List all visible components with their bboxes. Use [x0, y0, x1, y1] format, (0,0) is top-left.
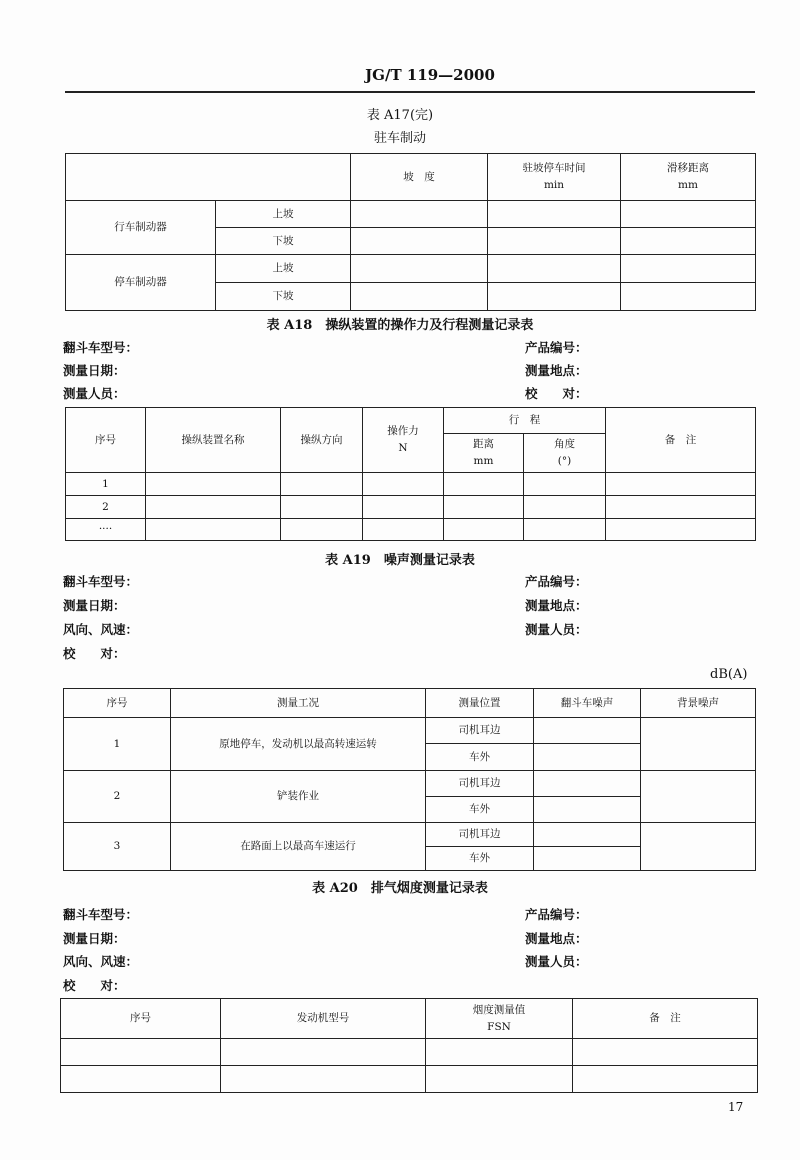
- col-force: 操作力 N: [363, 408, 444, 473]
- row-label: 下坡: [216, 228, 351, 255]
- col-position: 测量位置: [426, 689, 534, 718]
- header-rule: [65, 91, 755, 93]
- info-label: 风向、风速：: [63, 954, 139, 969]
- info-label: 测量人员：: [525, 954, 588, 969]
- col-note: 备 注: [606, 408, 756, 473]
- col-smoke: 烟度测量值 FSN: [426, 999, 573, 1039]
- unit-label: dB(A): [710, 667, 748, 682]
- info-label: 翻斗车型号：: [63, 907, 139, 922]
- group-label: 行车制动器: [66, 201, 216, 255]
- col-direction: 操纵方向: [281, 408, 363, 473]
- row-no: 2: [64, 771, 171, 823]
- row-label: 上坡: [216, 255, 351, 283]
- info-label: 产品编号：: [525, 340, 588, 355]
- info-label: 校 对：: [63, 646, 126, 661]
- col-slide: 滑移距离 mm: [621, 154, 756, 201]
- row-position: 司机耳边: [426, 718, 534, 744]
- col-angle: 角度 (°): [524, 434, 606, 473]
- col-note: 备 注: [573, 999, 758, 1039]
- row-position: 司机耳边: [426, 823, 534, 847]
- info-label: 测量地点：: [525, 598, 588, 613]
- info-label: 翻斗车型号：: [63, 340, 139, 355]
- info-label: 产品编号：: [525, 907, 588, 922]
- standard-number: JG/T 119—2000: [365, 66, 495, 84]
- col-name: 操纵装置名称: [146, 408, 281, 473]
- a17-caption: 表 A17(完): [366, 108, 434, 123]
- info-label: 测量日期：: [63, 363, 126, 378]
- info-label: 测量地点：: [525, 931, 588, 946]
- row-no: 1: [66, 473, 146, 496]
- info-label: 测量日期：: [63, 598, 126, 613]
- col-truck-noise: 翻斗车噪声: [534, 689, 641, 718]
- row-label: 下坡: [216, 283, 351, 311]
- row-position: 司机耳边: [426, 771, 534, 797]
- info-label: 校 对：: [525, 386, 588, 401]
- info-label: 校 对：: [63, 978, 126, 993]
- col-travel: 行 程: [444, 408, 606, 434]
- row-position: 车外: [426, 744, 534, 771]
- table-a20: [60, 998, 758, 1093]
- row-position: 车外: [426, 847, 534, 871]
- table-a19: [63, 688, 756, 871]
- row-no: 1: [64, 718, 171, 771]
- group-label: 停车制动器: [66, 255, 216, 311]
- col-engine: 发动机型号: [221, 999, 426, 1039]
- col-no: 序号: [66, 408, 146, 473]
- table-a17: [65, 153, 756, 311]
- col-condition: 测量工况: [171, 689, 426, 718]
- info-label: 测量地点：: [525, 363, 588, 378]
- col-time: 驻坡停车时间 min: [488, 154, 621, 201]
- info-label: 风向、风速：: [63, 622, 139, 637]
- row-no: 2: [66, 496, 146, 519]
- row-condition: 在路面上以最高车速运行: [171, 823, 426, 871]
- info-label: 产品编号：: [525, 574, 588, 589]
- table-a18: [65, 407, 756, 541]
- row-condition: 原地停车，发动机以最高转速运转: [171, 718, 426, 771]
- info-label: 测量日期：: [63, 931, 126, 946]
- a17-subtitle: 驻车制动: [373, 131, 426, 146]
- info-label: 翻斗车型号：: [63, 574, 139, 589]
- row-no: 3: [64, 823, 171, 871]
- row-label: 上坡: [216, 201, 351, 228]
- row-no: ····: [66, 519, 146, 541]
- col-background-noise: 背景噪声: [641, 689, 756, 718]
- a20-caption: 表 A20 排气烟度测量记录表: [312, 881, 488, 896]
- a18-caption: 表 A18 操纵装置的操作力及行程测量记录表: [266, 318, 534, 333]
- a19-caption: 表 A19 噪声测量记录表: [325, 553, 475, 568]
- col-no: 序号: [64, 689, 171, 718]
- info-label: 测量人员：: [63, 386, 126, 401]
- col-distance: 距离 mm: [444, 434, 524, 473]
- col-no: 序号: [61, 999, 221, 1039]
- col-slope: 坡 度: [351, 154, 488, 201]
- page-number: 17: [728, 1100, 744, 1114]
- row-condition: 铲装作业: [171, 771, 426, 823]
- row-position: 车外: [426, 797, 534, 823]
- info-label: 测量人员：: [525, 622, 588, 637]
